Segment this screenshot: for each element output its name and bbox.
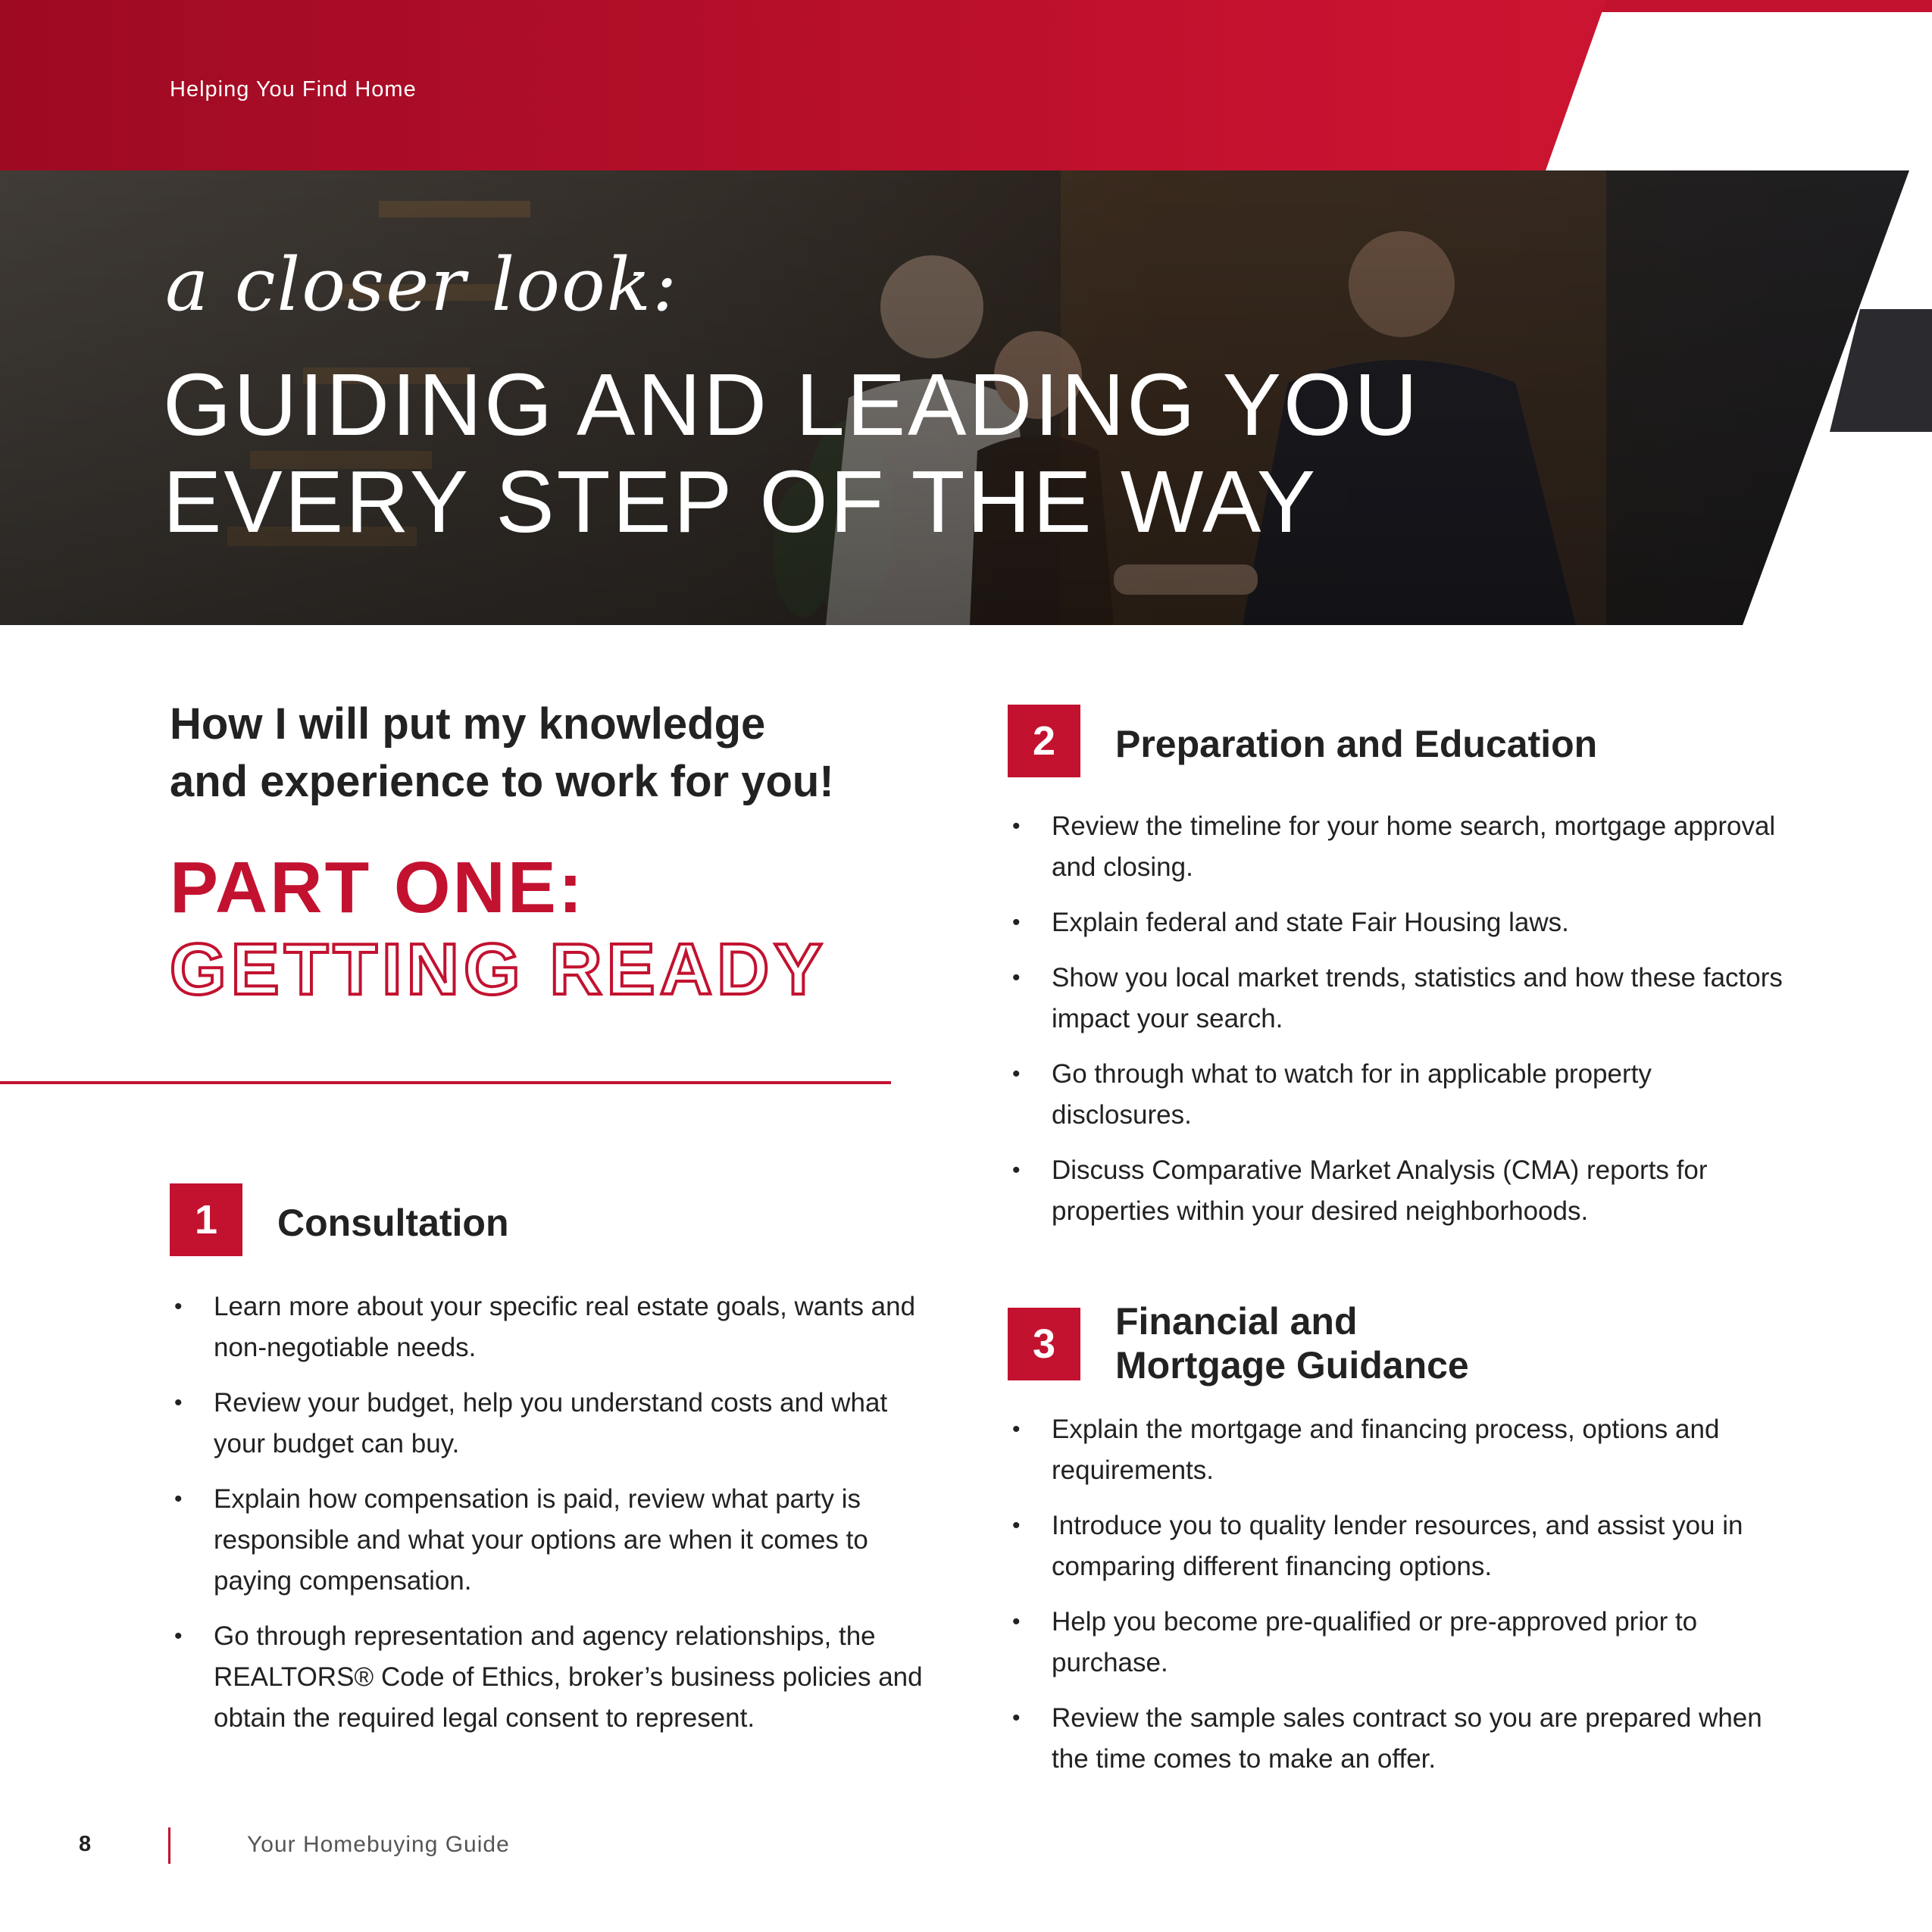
bullet-icon: • [1012,1609,1021,1634]
step-badge-1: 1 [170,1183,242,1256]
bullet-icon: • [1012,1513,1021,1538]
part-title: PART ONE: [170,847,585,928]
list-item: • Review the timeline for your home search, mortgage approval and closing. [1008,806,1788,888]
bullet-icon: • [1012,1158,1021,1183]
step-title-consultation: Consultation [277,1202,509,1244]
intro-heading [170,696,973,811]
list-item: • Explain how compensation is paid, review what party is responsible and what your options are when it comes to paying compensation. [170,1479,927,1602]
section-divider [0,1081,891,1084]
footer-guide-title: Your Homebuying Guide [247,1832,510,1857]
page-number: 8 [79,1832,92,1856]
list-item: • Go through representation and agency relationships, the REALTORS® Code of Ethics, broker’s business policies and obtain the required legal consent to represent. [170,1616,927,1739]
intro-heading-line1: How I will put my knowledge [170,699,766,749]
hero-title-line2: EVERY STEP OF THE WAY [163,452,1318,551]
list-item: • Review the sample sales contract so you are prepared when the time comes to make an offer. [1008,1698,1788,1780]
hero-script-title: a closer look: [165,242,679,327]
bullet-icon: • [1012,1061,1021,1086]
step-title-preparation: Preparation and Education [1115,723,1598,765]
bullet-icon: • [1012,910,1021,935]
bullet-icon: • [174,1487,183,1512]
part-subtitle: GETTING READY [170,929,827,1010]
running-head: Helping You Find Home [170,77,417,102]
hero-title-line1: GUIDING AND LEADING YOU [163,355,1420,454]
bullet-icon: • [1012,1705,1021,1730]
bullet-icon: • [174,1390,183,1415]
list-item: • Explain federal and state Fair Housing laws. [1008,902,1788,943]
bullet-icon: • [1012,1417,1021,1442]
intro-heading-line2: and experience to work for you! [170,757,834,806]
list-item: • Discuss Comparative Market Analysis (CMA) reports for properties within your desired neighborhoods. [1008,1150,1788,1232]
step-title-financial [1115,1299,1469,1387]
financial-list [1008,1409,1788,1794]
bullet-icon: • [174,1624,183,1649]
bullet-icon: • [1012,814,1021,839]
list-item: • Help you become pre-qualified or pre-approved prior to purchase. [1008,1602,1788,1683]
hero-title [163,356,1527,550]
list-item: • Go through what to watch for in applicable property disclosures. [1008,1054,1788,1136]
step-title-financial-line1: Financial and [1115,1300,1358,1343]
step-badge-3: 3 [1008,1308,1080,1380]
list-item: • Explain the mortgage and financing process, options and requirements. [1008,1409,1788,1491]
list-item: • Learn more about your specific real estate goals, wants and non-negotiable needs. [170,1286,927,1368]
bullet-icon: • [174,1294,183,1319]
list-item: • Introduce you to quality lender resources, and assist you in comparing different financing options. [1008,1505,1788,1587]
footer-separator [168,1827,170,1864]
list-item: • Review your budget, help you understand costs and what your budget can buy. [170,1383,927,1465]
step-title-financial-line2: Mortgage Guidance [1115,1344,1469,1386]
list-item: • Show you local market trends, statistics and how these factors impact your search. [1008,958,1788,1039]
preparation-list [1008,806,1788,1246]
bullet-icon: • [1012,965,1021,990]
consultation-list [170,1286,927,1753]
step-badge-2: 2 [1008,705,1080,777]
